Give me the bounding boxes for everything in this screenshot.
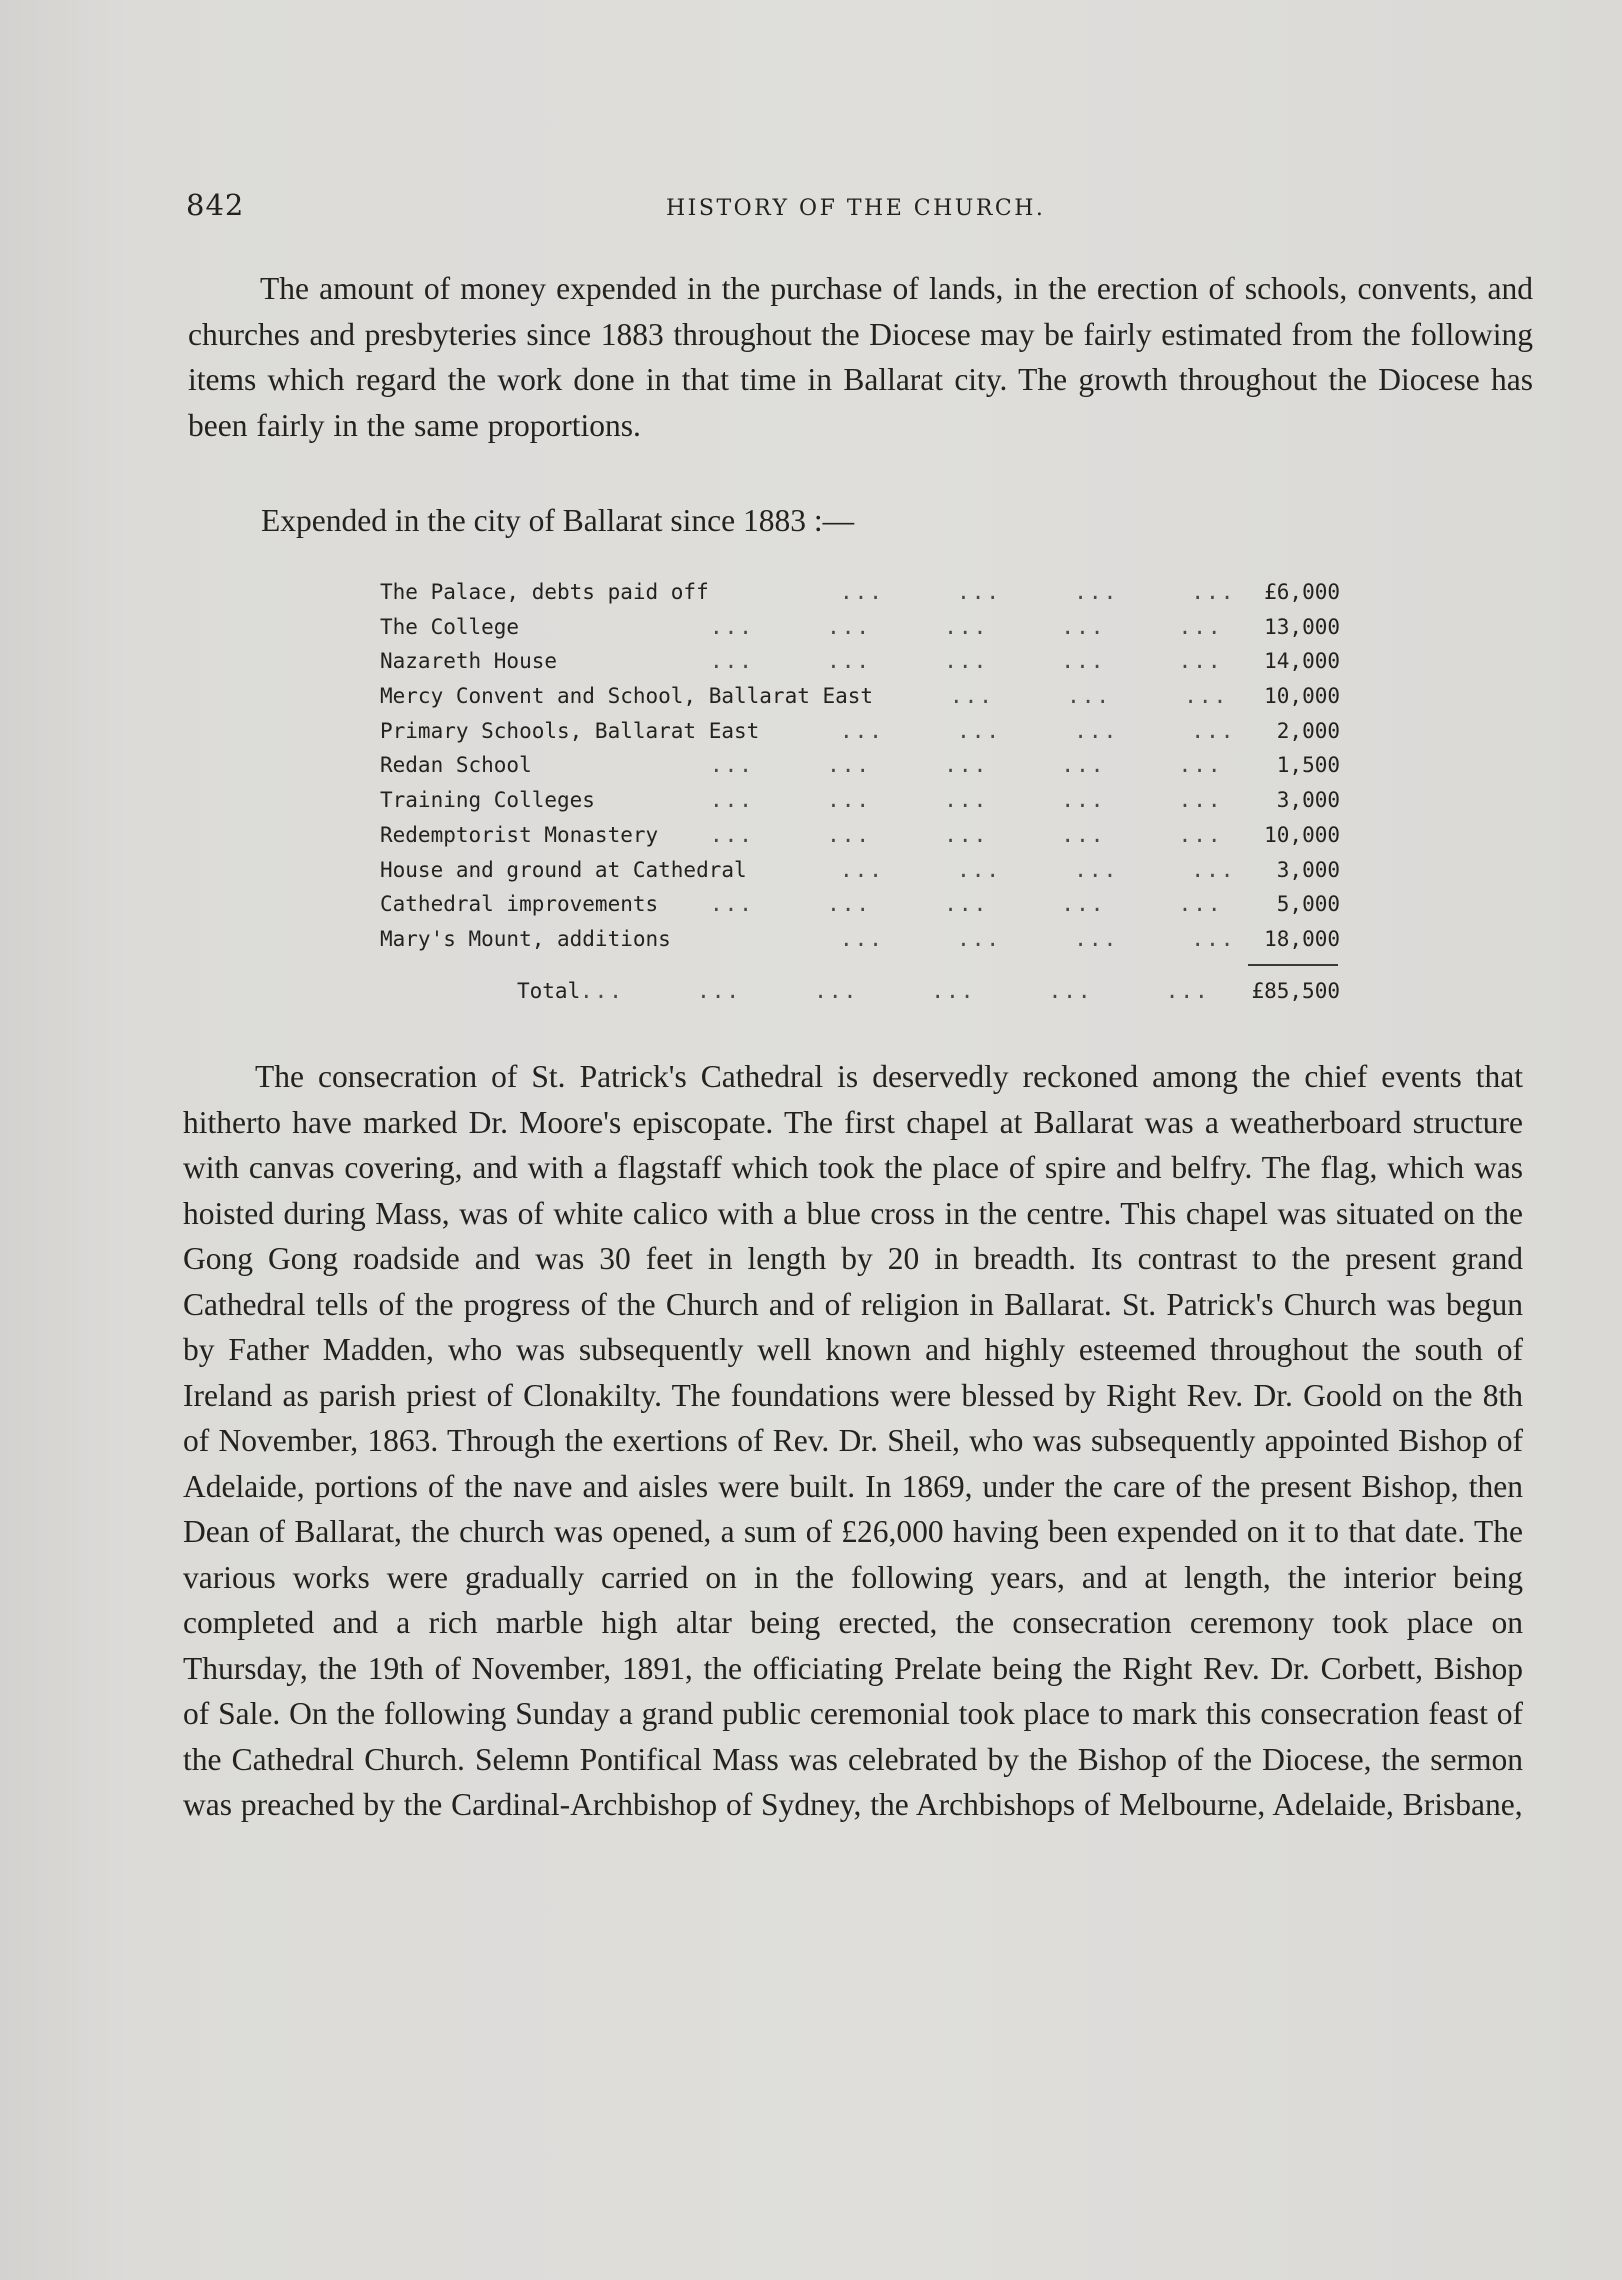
expended-heading: Expended in the city of Ballarat since 1883 :—: [261, 503, 855, 538]
total-leader: ... ... ... ... ... ...: [580, 978, 1210, 1003]
body-paragraph: The consecration of St. Patrick's Cathedral is deservedly reckoned among the chief events that hitherto have marked Dr. Moore's episcopate. The first chapel at Ballarat was a weatherboard structure with canvas covering, and with a flagstaff which took the place of spire and belfry. The flag, which was hoisted during Mass, was of white calico with a blue cross in the centre. This chapel was situated on the Gong Gong roadside and was 30 feet in length by 20 in breadth. Its contrast to the present grand Cathedral tells of the progress of the Church and of religion in Ballarat. St. Patrick's Church was begun by Father Madden, who was subsequently well known and highly esteemed throughout the south of Ireland as parish priest of Clonakilty. The foundations were blessed by Right Rev. Dr. Goold on the 8th of November, 1863. Through the exertions of Rev. Dr. Sheil, who was subsequently appointed Bishop of Adelaide, portions of the nave and aisles were built. In 1869, under the care of the present Bishop, then Dean of Ballarat, the church was opened, a sum of £26,000 having been expended on it to that date. The various works were gradually carried on in the following years, and at length, the interior being completed and a rich marble high altar being erected, the consecration ceremony took place on Thursday, the 19th of November, 1891, the officiating Prelate being the Right Rev. Dr. Corbett, Bishop of Sale. On the following Sunday a grand public ceremonial took place to mark this consecration feast of the Cathedral Church. Selemn Pontifical Mass was celebrated by the Bishop of the Diocese, the sermon was preached by the Cardinal-Archbishop of Sydney, the Archbishops of Melbourne, Adelaide, Brisbane,: [183, 1059, 1523, 1822]
expenditure-item-amount: 14,000: [1264, 649, 1340, 674]
intro-paragraph: The amount of money expended in the purchase of lands, in the erection of schools, convents, and churches and presbyteries since 1883 throughout the Diocese may be fairly estimated from the following items which regard the work done in that time in Ballarat city. The growth throughout the Diocese has been fairly in the same proportions.: [188, 271, 1533, 443]
expenditure-item-amount: 5,000: [1276, 892, 1340, 917]
expenditure-row: [380, 575, 1340, 610]
expenditure-table: [380, 575, 1340, 1011]
dot-leader: ... ... ... ...: [840, 926, 1236, 951]
page-number: 842: [186, 188, 245, 222]
dot-leader: ... ... ... ... ...: [710, 649, 1223, 674]
expenditure-row: [380, 644, 1340, 679]
expenditure-row: [380, 853, 1340, 888]
running-title: HISTORY OF THE CHURCH.: [666, 196, 1046, 221]
expenditure-row: [380, 679, 1340, 714]
expenditure-item-label: The Palace, debts paid off: [380, 580, 709, 604]
expenditure-row: [380, 922, 1340, 957]
dot-leader: ... ... ...: [950, 684, 1229, 709]
expenditure-item-label: Nazareth House: [380, 649, 558, 674]
dot-leader: ... ... ... ... ...: [710, 788, 1223, 813]
expenditure-item-amount: 3,000: [1276, 788, 1340, 813]
total-amount: £85,500: [1251, 978, 1340, 1003]
expenditure-row: [380, 818, 1340, 853]
expenditure-row: [380, 610, 1340, 645]
expenditure-item-amount: 2,000: [1276, 718, 1340, 743]
dot-leader: ... ... ... ... ...: [710, 822, 1223, 847]
expenditure-item-label: House and ground at Cathedral: [380, 857, 747, 882]
expenditure-item-label: Redan School: [380, 753, 532, 778]
expenditure-item-label: Redemptorist Monastery: [380, 822, 659, 847]
dot-leader: ... ... ... ... ...: [710, 892, 1223, 917]
expenditure-row: [380, 714, 1340, 749]
dot-leader: ... ... ... ...: [840, 580, 1236, 604]
expenditure-row: [380, 783, 1340, 818]
dot-leader: ... ... ... ... ...: [710, 614, 1223, 639]
expenditure-row: [380, 887, 1340, 922]
dot-leader: ... ... ... ...: [840, 857, 1236, 882]
total-rule: [1248, 964, 1338, 966]
expenditure-item-label: Primary Schools, Ballarat East: [380, 718, 760, 743]
expenditure-row: [380, 748, 1340, 783]
expenditure-item-label: The College: [380, 614, 520, 639]
expenditure-item-amount: £6,000: [1264, 580, 1340, 604]
page-header: [186, 188, 1486, 232]
expenditure-item-amount: 10,000: [1264, 822, 1340, 847]
expenditure-item-label: Mercy Convent and School, Ballarat East: [380, 684, 874, 709]
total-row: [380, 971, 1340, 1011]
total-label: Total: [517, 978, 581, 1003]
expenditure-item-amount: 13,000: [1264, 614, 1340, 639]
expenditure-item-label: Cathedral improvements: [380, 892, 659, 917]
dot-leader: ... ... ... ...: [840, 718, 1236, 743]
expenditure-item-amount: 3,000: [1276, 857, 1340, 882]
expenditure-item-amount: 1,500: [1276, 753, 1340, 778]
expenditure-item-label: Mary's Mount, additions: [380, 926, 671, 951]
expenditure-rows: [380, 575, 1340, 957]
expenditure-item-amount: 18,000: [1264, 926, 1340, 951]
dot-leader: ... ... ... ... ...: [710, 753, 1223, 778]
expenditure-item-label: Training Colleges: [380, 788, 595, 813]
expenditure-item-amount: 10,000: [1264, 684, 1340, 709]
